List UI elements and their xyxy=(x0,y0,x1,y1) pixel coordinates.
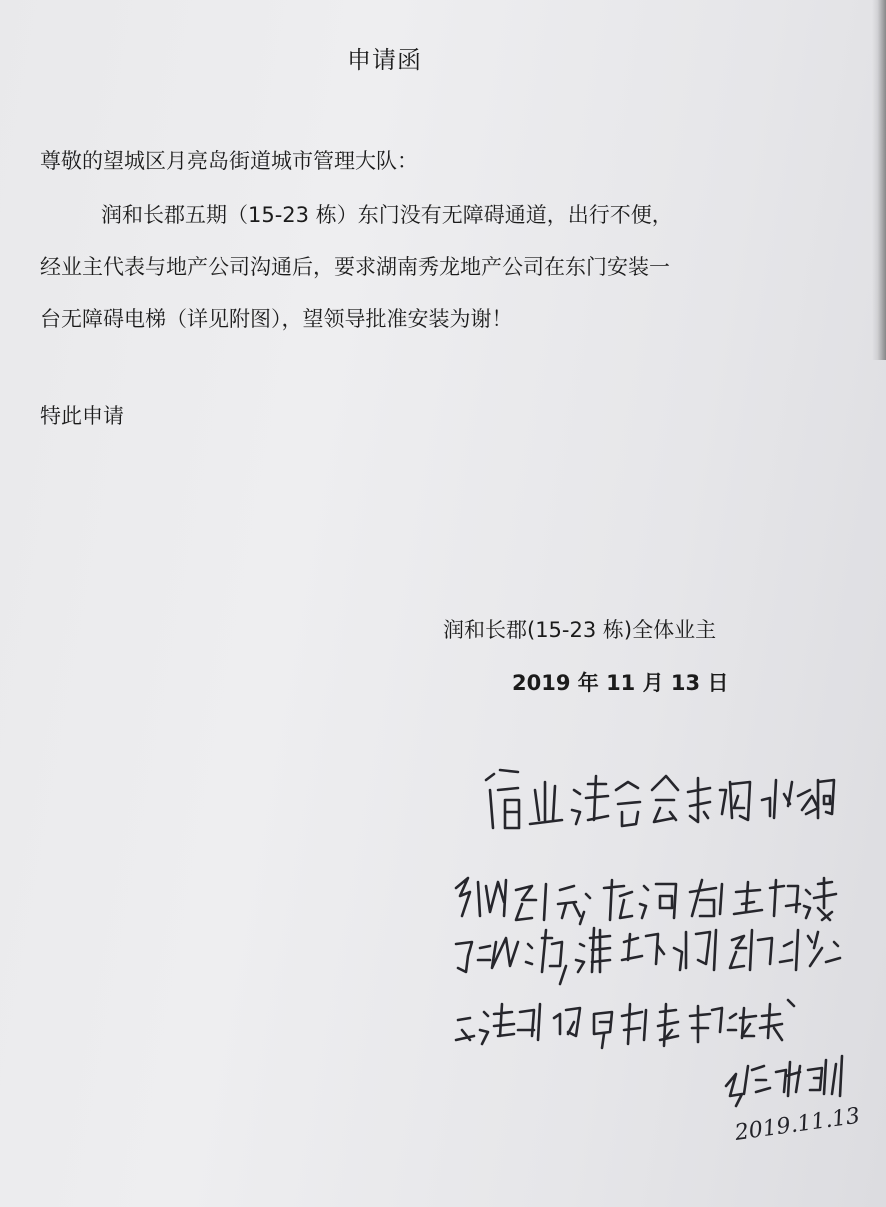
handwriting-line-1 xyxy=(486,770,834,828)
signature-date: 2019.11.13 xyxy=(733,1103,862,1146)
page-shadow-edge xyxy=(872,0,886,360)
body-line-1: 润和长郡五期（15-23 栋）东门没有无障碍通道，出行不便， xyxy=(101,203,673,227)
handwriting-line-3 xyxy=(456,928,840,984)
handwriting-line-4 xyxy=(456,1000,794,1048)
handwritten-signature xyxy=(726,1056,842,1106)
body-line-3: 台无障碍电梯（详见附图），望领导批准安装为谢！ xyxy=(40,307,513,331)
closing-line: 特此申请 xyxy=(40,404,124,428)
signature-owner: 润和长郡(15-23 栋)全体业主 xyxy=(443,618,717,642)
letter-title: 申请函 xyxy=(347,46,422,74)
salutation: 尊敬的望城区月亮岛街道城市管理大队： xyxy=(40,149,418,173)
body-line-2: 经业主代表与地产公司沟通后，要求湖南秀龙地产公司在东门安装一 xyxy=(40,255,670,279)
handwriting-line-2 xyxy=(456,878,836,924)
letter-date: 2019 年 11 月 13 日 xyxy=(512,671,729,695)
